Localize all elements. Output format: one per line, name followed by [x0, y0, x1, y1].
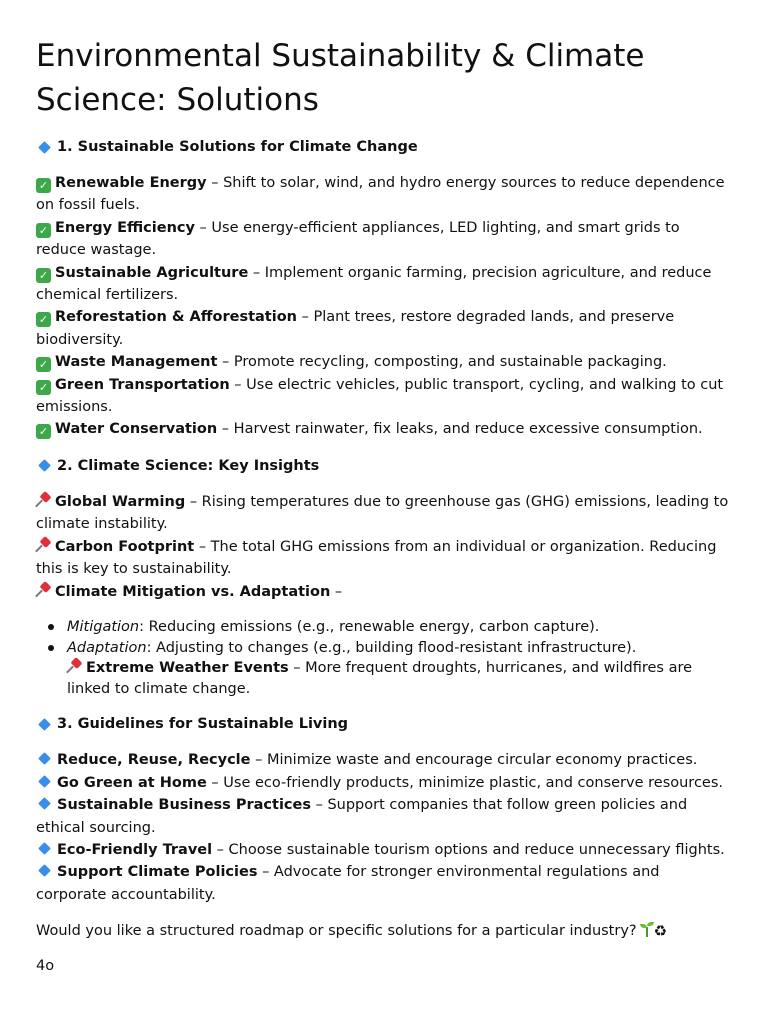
page-title: Environmental Sustainability & Climate Science: Solutions — [36, 38, 645, 118]
item-term: Green Transportation — [55, 376, 230, 393]
list-item — [36, 749, 732, 771]
list-item — [36, 374, 732, 419]
recycle-icon: ♻ — [653, 922, 668, 941]
item-term: Energy Efficiency — [55, 219, 195, 236]
item-desc: – Promote recycling, composting, and sustainable packaging. — [217, 354, 667, 371]
list-item — [36, 772, 732, 794]
item-desc: – Choose sustainable tourism options and reduce unnecessary flights. — [212, 841, 725, 858]
bullet-list — [36, 617, 732, 699]
seedling-icon — [640, 922, 654, 937]
list-item — [36, 172, 732, 217]
check-icon: ✓ — [36, 357, 51, 372]
list-item — [36, 418, 732, 440]
list-item — [36, 351, 732, 373]
item-term: Extreme Weather Events — [86, 660, 289, 677]
list-item — [36, 839, 732, 861]
check-icon: ✓ — [36, 268, 51, 283]
item-desc: – Rising temperatures due to greenhouse gas (GHG) emissions, leading to climate instability. — [36, 493, 729, 533]
check-icon: ✓ — [36, 380, 51, 395]
list-item — [36, 536, 732, 581]
section-heading-text: 3. Guidelines for Sustainable Living — [57, 716, 349, 733]
item-desc: – Harvest rainwater, fix leaks, and reduce excessive consumption. — [217, 421, 703, 438]
pushpin-icon — [36, 583, 51, 598]
item-term: Waste Management — [55, 354, 218, 371]
diamond-icon — [38, 775, 51, 788]
diamond-icon — [38, 842, 51, 855]
item-term: Sustainable Business Practices — [57, 797, 311, 814]
item-term: Climate Mitigation vs. Adaptation — [55, 583, 331, 600]
pushpin-icon — [36, 538, 51, 553]
pushpin-icon — [36, 493, 51, 508]
bullet-dot-icon — [48, 645, 54, 651]
bullet-desc: : Reducing emissions (e.g., renewable energy, carbon capture). — [139, 618, 600, 635]
diamond-icon — [38, 752, 51, 765]
section-heading-text: 2. Climate Science: Key Insights — [57, 457, 320, 474]
section-3-list — [36, 749, 732, 906]
diamond-icon — [38, 718, 51, 731]
bullet-desc: : Adjusting to changes (e.g., building flood-resistant infrastructure). — [146, 639, 637, 656]
item-term: Water Conservation — [55, 421, 218, 438]
check-icon: ✓ — [36, 223, 51, 238]
check-icon: ✓ — [36, 424, 51, 439]
bullet-term: Adaptation — [67, 639, 147, 656]
list-item — [36, 306, 732, 351]
bullet-dot-icon — [48, 624, 54, 630]
diamond-icon — [38, 141, 51, 154]
item-term: Eco-Friendly Travel — [57, 841, 213, 858]
item-desc: – Use energy-efficient appliances, LED lighting, and smart grids to reduce wastage. — [36, 219, 680, 259]
item-desc: – Use eco-friendly products, minimize plastic, and conserve resources. — [206, 774, 724, 791]
item-desc: – Minimize waste and encourage circular economy practices. — [250, 752, 698, 769]
item-term: Reduce, Reuse, Recycle — [57, 752, 251, 769]
item-desc: – More frequent droughts, hurricanes, and wildfires are linked to climate change. — [67, 660, 693, 697]
closing-text: Would you like a structured roadmap or specific solutions for a particular industry? — [36, 923, 637, 940]
item-desc: – Shift to solar, wind, and hydro energy sources to reduce dependence on fossil fuels. — [36, 175, 725, 214]
pushpin-icon — [67, 659, 82, 674]
item-term: Sustainable Agriculture — [55, 264, 249, 281]
item-desc: – Plant trees, restore degraded lands, and preserve biodiversity. — [36, 309, 675, 348]
item-term: Global Warming — [55, 493, 186, 510]
item-desc: – The total GHG emissions from an individual or organization. Reducing this is key to sustainability. — [36, 538, 717, 578]
check-icon: ✓ — [36, 312, 51, 327]
section-2-list — [36, 491, 732, 603]
closing-question — [36, 920, 732, 942]
section-1-list — [36, 172, 732, 441]
item-term: Renewable Energy — [55, 175, 207, 191]
list-item — [36, 794, 732, 839]
item-term: Go Green at Home — [57, 774, 207, 791]
item-term: Reforestation & Afforestation — [55, 309, 297, 326]
bullet-item — [67, 617, 732, 638]
item-desc: – Advocate for stronger environmental regulations and corporate accountability. — [36, 864, 660, 903]
bullet-term: Mitigation — [67, 618, 140, 635]
diamond-icon — [38, 460, 51, 473]
list-item — [36, 861, 732, 906]
model-label: 4o — [36, 957, 55, 974]
section-heading-2 — [36, 455, 732, 477]
section-heading-3 — [36, 713, 732, 735]
list-item — [36, 491, 732, 536]
diamond-icon — [38, 797, 51, 810]
item-desc: – Implement organic farming, precision agriculture, and reduce chemical fertilizers. — [36, 264, 712, 304]
list-item — [36, 217, 732, 262]
item-desc: – Use electric vehicles, public transport, cycling, and walking to cut emissions. — [36, 376, 724, 416]
bullet-item — [67, 638, 732, 700]
item-desc: – — [330, 583, 343, 600]
list-item — [36, 262, 732, 307]
item-term: Carbon Footprint — [55, 538, 195, 555]
section-heading-text: 1. Sustainable Solutions for Climate Change — [57, 139, 418, 155]
check-icon: ✓ — [36, 178, 51, 193]
item-term: Support Climate Policies — [57, 864, 258, 881]
list-item — [36, 581, 732, 603]
diamond-icon — [38, 864, 51, 877]
item-desc: – Support companies that follow green policies and ethical sourcing. — [36, 797, 688, 836]
section-heading-1 — [36, 136, 732, 158]
